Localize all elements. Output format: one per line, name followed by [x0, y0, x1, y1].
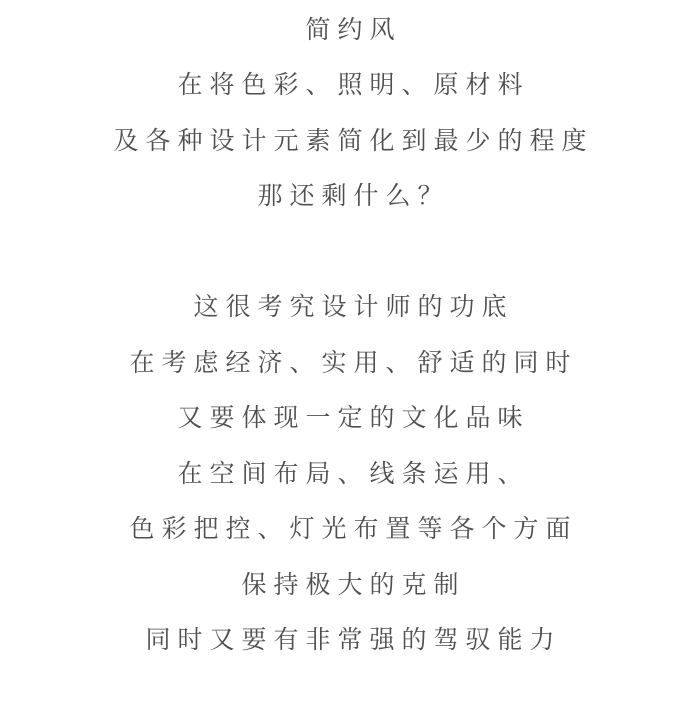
text-line: 那还剩什么？ — [257, 182, 450, 211]
paragraph-intro — [0, 0, 700, 222]
text-line: 简约风 — [305, 15, 402, 44]
paragraph-body — [0, 278, 700, 667]
text-line: 又要体现一定的文化品味 — [177, 404, 530, 433]
text-line: 保持极大的克制 — [241, 570, 466, 599]
text-line: 及各种设计元素简化到最少的程度 — [113, 126, 594, 155]
text-line: 同时又要有非常强的驾驭能力 — [145, 626, 562, 655]
text-line: 色彩把控、灯光布置等各个方面 — [129, 515, 578, 544]
text-line: 在将色彩、照明、原材料 — [177, 71, 530, 100]
text-line: 这很考究设计师的功底 — [193, 293, 514, 322]
text-line: 在考虑经济、实用、舒适的同时 — [129, 348, 578, 377]
text-line: 在空间布局、线条运用、 — [177, 459, 530, 488]
